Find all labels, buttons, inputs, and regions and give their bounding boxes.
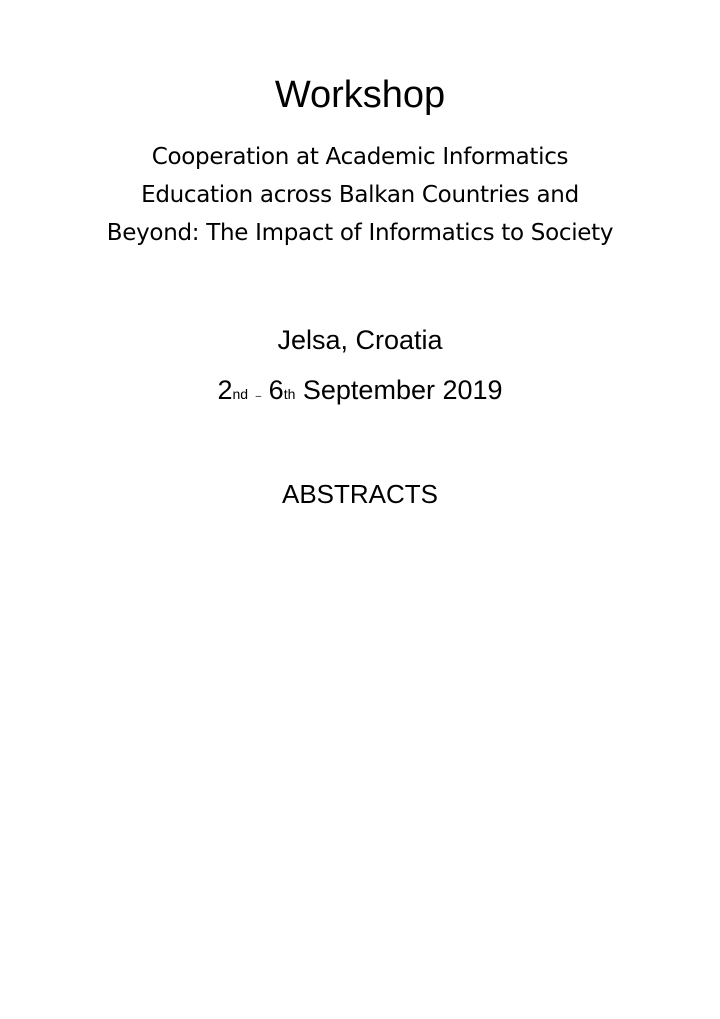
month-year: September 2019 — [302, 375, 503, 405]
workshop-dates — [0, 370, 720, 417]
subtitle-line: Education across Balkan Countries and — [141, 182, 579, 208]
end-day-suffix: th — [283, 386, 296, 402]
workshop-title: Workshop — [274, 74, 446, 116]
subtitle-line: Beyond: The Impact of Informatics to Society — [106, 220, 614, 246]
subtitle-line: Cooperation at Academic Informatics — [151, 144, 569, 170]
section-label-abstracts: ABSTRACTS — [281, 479, 439, 509]
start-day-suffix: nd — [232, 386, 249, 402]
end-day: 6 — [268, 375, 284, 405]
start-day: 2 — [217, 375, 233, 405]
workshop-location: Jelsa, Croatia — [277, 325, 443, 355]
workshop-subtitle — [40, 138, 680, 252]
date-separator: – — [255, 391, 262, 402]
